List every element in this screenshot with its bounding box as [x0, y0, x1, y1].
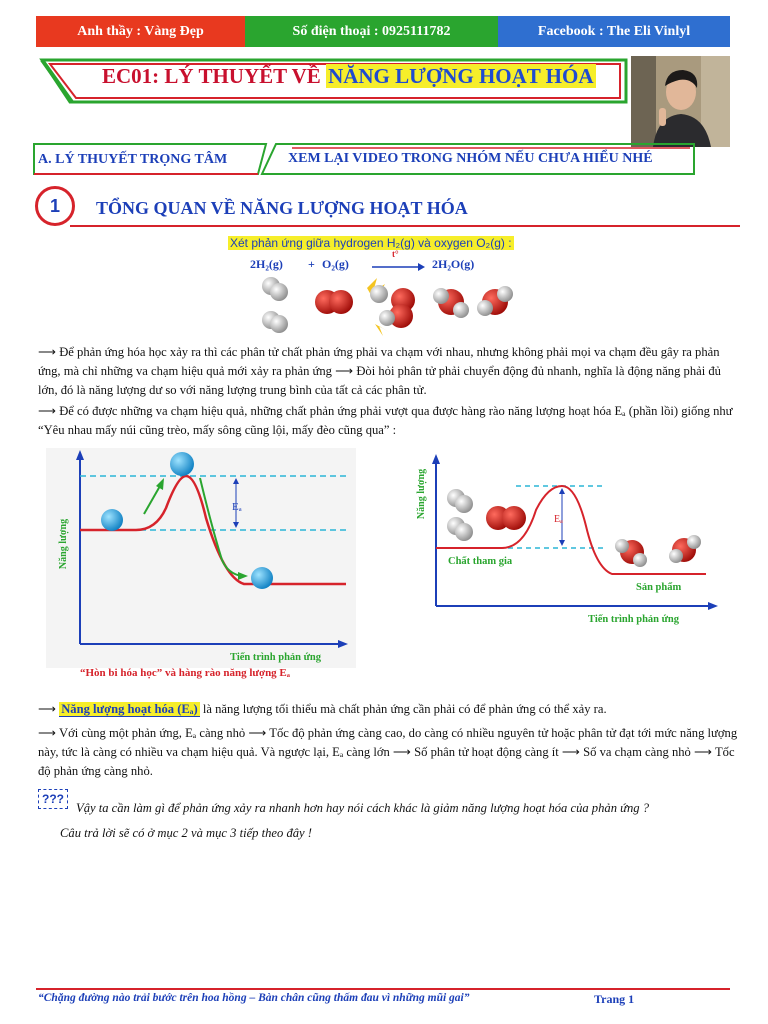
phone-label: Số điện thoại : 0925111782: [245, 16, 498, 47]
section-heading-a: A. LÝ THUYẾT TRỌNG TÂM: [38, 152, 228, 167]
footer-divider: [36, 988, 730, 990]
x-axis-label-left: Tiến trình phản ứng: [230, 652, 322, 663]
teacher-label: Anh thầy : Vàng Đẹp: [36, 16, 245, 47]
video-reminder: XEM LẠI VIDEO TRONG NHÓM NẾU CHƯA HIỂU NHÉ: [288, 151, 653, 166]
author-photo: [631, 56, 730, 147]
energy-diagram-right: [406, 450, 722, 630]
answer-text: Câu trả lời sẽ có ở mục 2 và mục 3 tiếp theo đây !: [60, 826, 312, 840]
reactant-h2: 2H₂(g): [250, 257, 283, 271]
activation-energy-term: Năng lượng hoạt hóa (Eₐ): [61, 702, 198, 716]
paragraph-collisions: ⟶ Để phản ứng hóa học xảy ra thì các phân tử chất phản ứng phải va chạm với nhau, nhưng không phải mọi va chạm đều gây ra phản ứng, mà chỉ những va chạm hiệu quả mới xảy ra phản ứng ⟶ Đòi hỏi phân tử phải chuyển động đủ nhanh, nghĩa là động năng phải đủ lớn, đó là năng lượng dư so với năng lượng trung bình của tất cả các phân tử.: [38, 345, 721, 397]
molecule-illustration: [255, 274, 525, 338]
reaction-label: Xét phản ứng giữa hydrogen H₂(g) và oxygen O₂(g) :: [230, 236, 512, 250]
page-number: Trang 1: [594, 992, 635, 1006]
definition-text: là năng lượng tối thiểu mà chất phản ứng cần phải có để phản ứng có thể xảy ra.: [199, 702, 607, 716]
energy-diagram-left: [46, 448, 356, 668]
product-h2o: 2H₂O(g): [432, 257, 475, 271]
section-title: TỔNG QUAN VỀ NĂNG LƯỢNG HOẠT HÓA: [96, 198, 468, 218]
y-axis-label-left: Năng lượng: [58, 518, 69, 570]
reaction-arrow: [370, 262, 426, 272]
paragraph-definition: [38, 700, 738, 719]
products-label: Sản phẩm: [636, 582, 682, 593]
ball-top: [170, 452, 194, 476]
header-bar: [36, 16, 730, 47]
section-number: 1: [35, 186, 75, 226]
ball-start: [101, 509, 123, 531]
facebook-label: Facebook : The Eli Vinlyl: [498, 16, 730, 47]
footer-quote: “Chặng đường nào trải bước trên hoa hồng – Bàn chân cũng thấm đau vì những mũi gai”: [38, 992, 470, 1004]
paragraph-barrier: ⟶ Để có được những va chạm hiệu quả, những chất phản ứng phải vượt qua được hàng rào năng lượng hoạt hóa Eₐ (phần lồi) giống như “Yêu nhau mấy núi cũng trèo, mấy sông cũng lội, mấy đèo cũng qua” :: [38, 404, 733, 437]
ea-label-right: Eₐ: [554, 514, 563, 525]
page-title: [40, 60, 620, 102]
ea-label-left: Eₐ: [232, 501, 242, 513]
question-text: Vậy ta cần làm gì để phản ứng xảy ra nhanh hơn hay nói cách khác là giảm năng lượng hoạt hóa của phản ứng ?: [76, 801, 650, 815]
title-highlight: NĂNG LƯỢNG HOẠT HÓA: [328, 64, 594, 88]
title-prefix: EC01: LÝ THUYẾT VỀ: [102, 64, 327, 88]
left-diagram-caption: “Hòn bi hóa học” và hàng rào năng lượng Eₐ: [80, 667, 290, 679]
reaction-condition: t°: [392, 249, 399, 259]
x-axis-label-right: Tiến trình phản ứng: [588, 614, 680, 625]
definition-arrow: ⟶: [38, 702, 60, 716]
y-axis-label-right: Năng lượng: [416, 468, 427, 520]
ball-end: [251, 567, 273, 589]
section-underline: [70, 224, 740, 228]
reactants-label: Chất tham gia: [448, 556, 513, 567]
plus-sign: +: [308, 257, 315, 271]
question-box: ???: [38, 789, 68, 809]
reactant-o2: O₂(g): [322, 257, 349, 271]
paragraph-rate: ⟶ Với cùng một phản ứng, Eₐ càng nhỏ ⟶ Tốc độ phản ứng càng cao, do càng có nhiều nguyên tử hoặc phân tử đạt tới mức năng lượng này, tức là càng có nhiều va chạm hiệu quả. Và ngược lại, Eₐ càng lớn ⟶ Số phân tử hoạt động càng ít ⟶ Số va chạm càng nhỏ ⟶ Tốc độ phản ứng càng nhỏ.: [38, 726, 738, 778]
